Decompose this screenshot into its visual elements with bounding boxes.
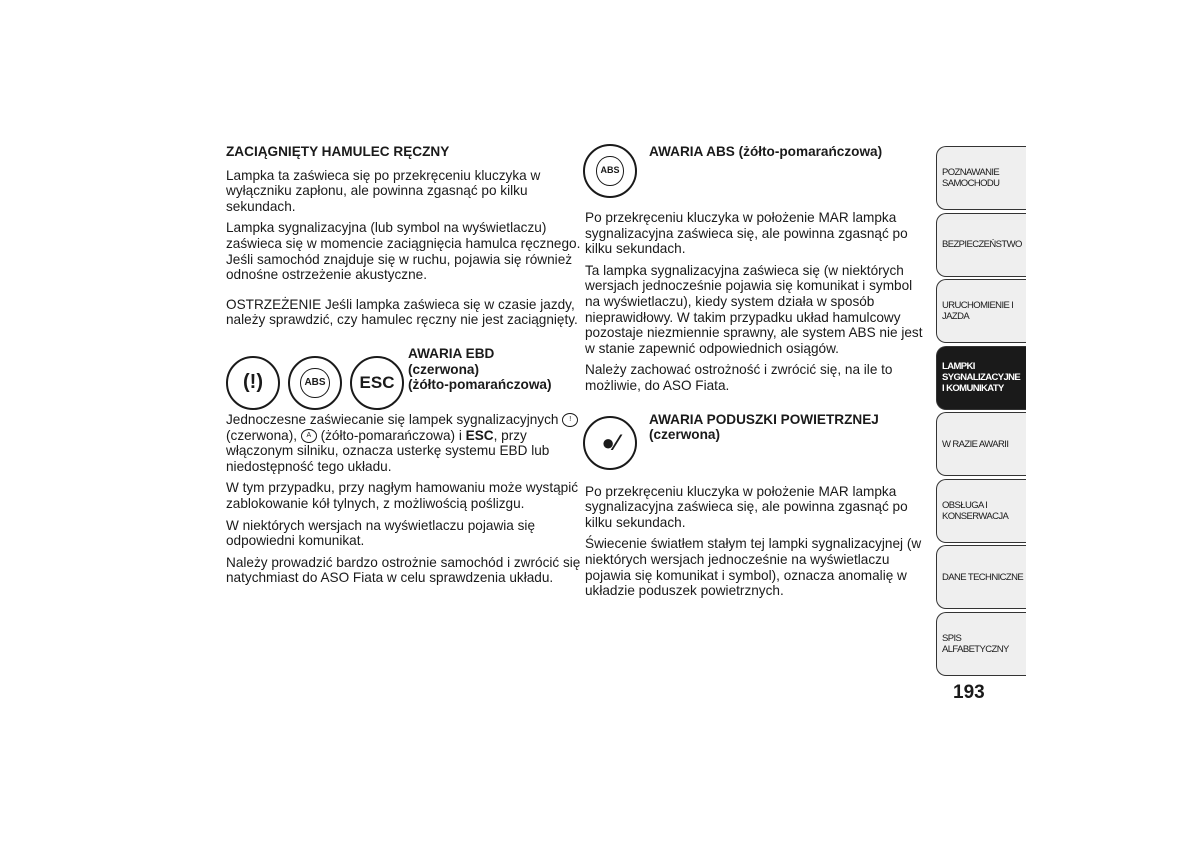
paragraph: Po przekręceniu kluczyka w położenie MAR lampka sygnalizacyjna zaświeca się, ale powinna zgasnąć po kilku sekundach.: [585, 210, 908, 257]
paragraph: Lampka ta zaświeca się po przekręceniu kluczyka w wyłączniku zapłonu, ale powinna zgasnąć po kilku sekundach.: [226, 167, 541, 214]
brake-mini-icon: !: [562, 413, 578, 427]
esc-warning-icon: ESC: [350, 356, 404, 410]
paragraph: Należy zachować ostrożność i zwrócić się, na ile to możliwie, do ASO Fiata.: [585, 362, 893, 393]
abs-warning-icon: ABS: [288, 356, 342, 410]
ebd-title: AWARIA EBD: [408, 345, 495, 361]
tab-obsluga-konserwacja[interactable]: OBSŁUGA I KONSERWACJA: [936, 479, 1026, 543]
paragraph: Po przekręceniu kluczyka w położenie MAR lampka sygnalizacyjna zaświeca się, ale powinna zgasnąć po kilku sekundach.: [585, 483, 908, 530]
paragraph: Jednoczesne zaświecanie się lampek sygnalizacyjnych ! (czerwona), A (żółto-pomarańczowa) i ESC, przy włączonym silniku, oznacza usterkę systemu EBD lub niedostępność tego układu.: [226, 412, 582, 474]
airbag-section-header: [585, 411, 925, 470]
tab-spis-alfabetyczny[interactable]: SPIS ALFABETYCZNY: [936, 612, 1026, 676]
left-column: [226, 144, 582, 592]
tab-w-razie-awarii[interactable]: W RAZIE AWARII: [936, 412, 1026, 476]
ebd-header: [226, 346, 582, 410]
tab-bezpieczenstwo[interactable]: BEZPIECZEŃSTWO: [936, 213, 1026, 277]
tab-lampki-sygnalizacyjne[interactable]: LAMPKI SYGNALIZACYJNE I KOMUNIKATY: [936, 346, 1026, 410]
abs-title: AWARIA ABS (żółto-pomarańczowa): [649, 144, 883, 159]
tab-poznawanie-samochodu[interactable]: POZNAWANIE SAMOCHODU: [936, 146, 1026, 210]
abs-warning-icon: ABS: [583, 144, 637, 198]
warning-paragraph: OSTRZEŻENIE Jeśli lampka zaświeca się w czasie jazdy, należy sprawdzić, czy hamulec ręczny nie jest zaciągnięty.: [226, 296, 578, 328]
abs-mini-icon: A: [301, 429, 317, 443]
airbag-warning-icon: ●⁄: [583, 416, 637, 470]
paragraph: W tym przypadku, przy nagłym hamowaniu może wystąpić zablokowanie kół tylnych, z możliwością poślizgu.: [226, 480, 579, 511]
paragraph: W niektórych wersjach na wyświetlaczu pojawia się odpowiedni komunikat.: [226, 517, 535, 549]
brake-warning-icon: (!): [226, 356, 280, 410]
tab-dane-techniczne[interactable]: DANE TECHNICZNE: [936, 545, 1026, 609]
section-title-handbrake: ZACIĄGNIĘTY HAMULEC RĘCZNY: [226, 144, 450, 159]
ebd-color-yellow: (żółto-pomarańczowa): [408, 377, 552, 393]
paragraph: Świecenie światłem stałym tej lampki sygnalizacyjnej (w niektórych wersjach jednocześnie na wyświetlaczu pojawia się komunikat i symbol), oznacza anomalię w układzie poduszek powietrznych.: [585, 536, 922, 599]
abs-section-header: [585, 144, 925, 198]
chapter-tabs: [936, 146, 1026, 678]
paragraph: Należy prowadzić bardzo ostrożnie samochód i zwrócić się natychmiast do ASO Fiata w celu sprawdzenia układu.: [226, 554, 581, 586]
ebd-color-red: (czerwona): [408, 361, 480, 377]
paragraph: Lampka sygnalizacyjna (lub symbol na wyświetlaczu) zaświeca się w momencie zaciągnięcia hamulca ręcznego. Jeśli samochód znajduje się w ruchu, pojawia się również odnośne ostrzeżenie akustyczne.: [226, 220, 581, 283]
airbag-title: AWARIA PODUSZKI POWIETRZNEJ (czerwona): [649, 411, 879, 443]
tab-uruchomienie-jazda[interactable]: URUCHOMIENIE I JAZDA: [936, 279, 1026, 343]
paragraph: Ta lampka sygnalizacyjna zaświeca się (w niektórych wersjach jednocześnie pojawia się komunikat i symbol na wyświetlaczu), kiedy system działa w sposób nieprawidłowy. W takim przypadku układ hamulcowy pozostaje niezmiennie sprawny, ale system ABS nie jest w stanie zapewnić odpowiednich osiągów.: [585, 262, 923, 356]
page-number: 193: [953, 682, 985, 703]
right-column: [585, 144, 925, 605]
